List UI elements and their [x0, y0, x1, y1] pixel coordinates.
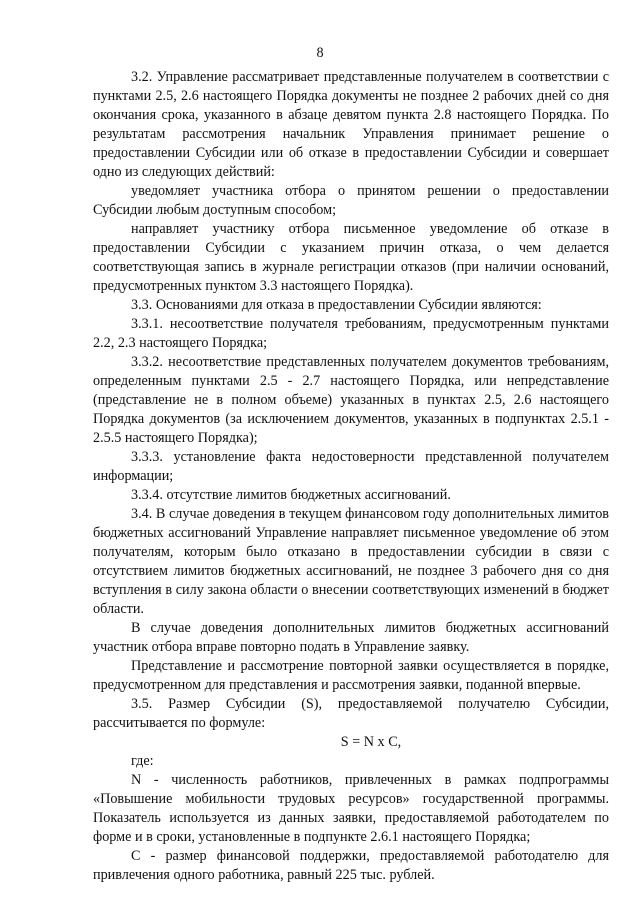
page-number: 8 — [316, 45, 324, 61]
definition-c: C - размер финансовой поддержки, предоставляемой работодателю для привлечения одного работника, равный 225 тыс. рублей. — [93, 848, 609, 883]
formula: S = N x C, — [340, 734, 402, 750]
paragraph-3-3-4: 3.3.4. отсутствие лимитов бюджетных ассигнований. — [131, 487, 451, 503]
paragraph-3-2: 3.2. Управление рассматривает представленные получателем в соответствии с пунктами 2.5, 2.6 настоящего Порядка документы не позднее 2 рабочих дней со дня окончания срока, указанного в абзаце девятом пункта 2.8 настоящего Порядка. По результатам рассмотрения начальник Управления принимает решение о предоставлении Субсидии или об отказе в предоставлении Субсидии и совершает одно из следующих действий: — [93, 69, 609, 180]
paragraph-repeat-application: Представление и рассмотрение повторной заявки осуществляется в порядке, предусмотренном для представления и рассмотрения заявки, поданной впервые. — [93, 658, 609, 693]
document-body — [93, 68, 609, 885]
where-label: где: — [131, 753, 154, 769]
paragraph-notify: уведомляет участника отбора о принятом решении о предоставлении Субсидии любым доступным способом; — [93, 183, 609, 218]
paragraph-refusal-notice: направляет участнику отбора письменное уведомление об отказе в предоставлении Субсидии с указанием причин отказа, о чем делается соответствующая запись в журнале регистрации отказов (при наличии оснований, предусмотренных пунктом 3.3 настоящего Порядка). — [93, 221, 609, 294]
definition-n: N - численность работников, привлеченных в рамках подпрограммы «Повышение мобильности трудовых ресурсов» государственной программы. Показатель используется из данных заявки, предоставляемой работодателем по форме и в сроки, установленные в подпункте 2.6.1 настоящего Порядка; — [93, 772, 609, 845]
paragraph-additional-limits: В случае доведения дополнительных лимитов бюджетных ассигнований участник отбора вправе повторно подать в Управление заявку. — [93, 620, 609, 655]
paragraph-3-3: 3.3. Основаниями для отказа в предоставлении Субсидии являются: — [131, 297, 542, 313]
paragraph-3-3-3: 3.3.3. установление факта недостоверности представленной получателем информации; — [93, 449, 609, 484]
paragraph-3-3-2: 3.3.2. несоответствие представленных получателем документов требованиям, определенным пунктами 2.5 - 2.7 настоящего Порядка, или непредставление (представление не в полном объеме) указанных в пунктах 2.5, 2.6 настоящего Порядка документов (за исключением документов, указанных в подпунктах 2.5.1 - 2.5.5 настоящего Порядка); — [93, 354, 609, 446]
paragraph-3-5: 3.5. Размер Субсидии (S), предоставляемой получателю Субсидии, рассчитывается по формуле: — [93, 696, 609, 731]
paragraph-3-3-1: 3.3.1. несоответствие получателя требованиям, предусмотренным пунктами 2.2, 2.3 настоящего Порядка; — [93, 316, 609, 351]
paragraph-3-4: 3.4. В случае доведения в текущем финансовом году дополнительных лимитов бюджетных ассигнований Управление направляет письменное уведомление об этом получателям, которым было отказано в предоставлении субсидии в связи с отсутствием лимитов бюджетных ассигнований, не позднее 3 рабочего дня со дня вступления в силу закона области о внесении соответствующих изменений в бюджет области. — [93, 506, 609, 617]
